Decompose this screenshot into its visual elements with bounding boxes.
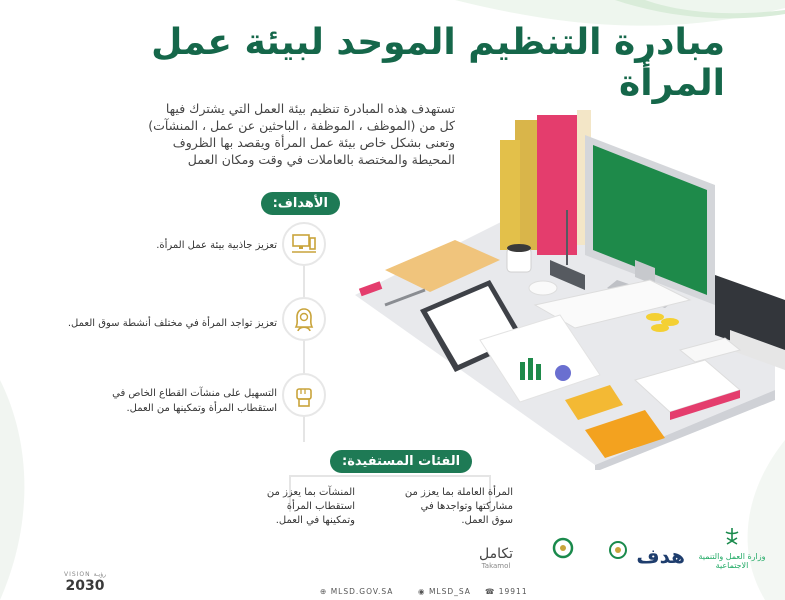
binders-icon <box>500 110 591 255</box>
intro-line-2: كل من (الموظف ، الموظفة ، الباحثين عن عمل ، المنشآت) <box>148 118 455 133</box>
social-icon: ◉ <box>418 587 426 596</box>
intro-line-3: وتعنى بشكل خاص بيئة عمل المرأة ويقصد بها الظروف <box>172 135 455 150</box>
vision-year: 2030 <box>65 578 105 594</box>
beneficiary-establishments <box>245 486 355 528</box>
beneficiary-est-line-2: استقطاب المرأة <box>286 501 355 512</box>
social-development-logo <box>603 540 633 564</box>
social-handle[interactable] <box>418 587 471 596</box>
social-development-emblem-icon <box>603 540 633 560</box>
ministry-logo <box>697 526 767 570</box>
takamol-text: تكامل <box>479 546 513 562</box>
beneficiary-women-line-2: مشاركتها وتواجدها في <box>420 501 513 512</box>
computer-workspace-icon <box>290 230 318 258</box>
goal-text-3 <box>37 386 277 416</box>
vision-text-en: VISION <box>63 571 91 578</box>
goal-text-1: تعزيز جاذبية بيئة عمل المرأة. <box>156 240 277 251</box>
hrdf-emblem-icon <box>551 536 575 560</box>
hadaf-logo <box>636 544 685 568</box>
ministry-name: وزارة العمل والتنمية الاجتماعية <box>698 552 766 570</box>
page-title: مبادرة التنظيم الموحد لبيئة عمل المرأة <box>151 22 725 104</box>
goals-heading: الأهداف: <box>261 192 340 215</box>
goal-text-3-line-2: استقطاب المرأة وتمكينها من العمل. <box>126 403 277 414</box>
hotline[interactable] <box>485 587 528 596</box>
raised-fist-icon <box>290 381 318 409</box>
website-link[interactable] <box>320 587 393 596</box>
goal-icon-1 <box>282 222 326 266</box>
bottom-swoosh-decoration <box>0 380 40 600</box>
goal-text-3-line-1: التسهيل على منشآت القطاع الخاص في <box>112 388 277 399</box>
goal-icon-2 <box>282 297 326 341</box>
goal-icon-3 <box>282 373 326 417</box>
beneficiaries-heading: الفئات المستفيدة: <box>330 450 472 473</box>
hadaf-text: هدف <box>636 544 685 568</box>
beneficiary-working-women <box>383 486 513 528</box>
woman-icon <box>290 305 318 333</box>
palm-swords-emblem-icon <box>721 526 743 548</box>
mug-icon <box>507 244 531 272</box>
beneficiary-women-line-1: المرأة العاملة بما يعزز من <box>404 487 513 498</box>
intro-line-1: تستهدف هذه المبادرة تنظيم بيئة العمل التي يشترك فيها <box>165 101 455 116</box>
goal-text-2: تعزيز تواجد المرأة في مختلف أنشطة سوق العمل. <box>67 318 277 329</box>
office-desk-illustration <box>345 100 785 470</box>
beneficiary-est-line-1: المنشآت بما يعزز من <box>266 487 355 498</box>
beneficiary-women-line-3: سوق العمل. <box>461 515 513 526</box>
mouse-icon <box>529 281 557 295</box>
social-text: MLSD_SA <box>428 587 471 596</box>
phone-call-icon: ☎ <box>485 587 496 596</box>
hrdf-logo <box>551 536 575 564</box>
intro-line-4: المحيطة والمختصة بالعاملات في وقت ومكان العمل <box>187 152 455 167</box>
beneficiary-est-line-3: وتمكينها في العمل. <box>275 515 355 526</box>
takamol-logo <box>479 546 513 570</box>
vision-2030-logo <box>60 571 110 594</box>
vision-label <box>60 571 110 578</box>
takamol-text-en: Takamol <box>481 562 511 570</box>
website-text: MLSD.GOV.SA <box>330 587 394 596</box>
hotline-text: 19911 <box>498 587 528 596</box>
globe-icon: ⊕ <box>320 587 328 596</box>
vision-text-ar: رؤيـة <box>93 571 107 578</box>
